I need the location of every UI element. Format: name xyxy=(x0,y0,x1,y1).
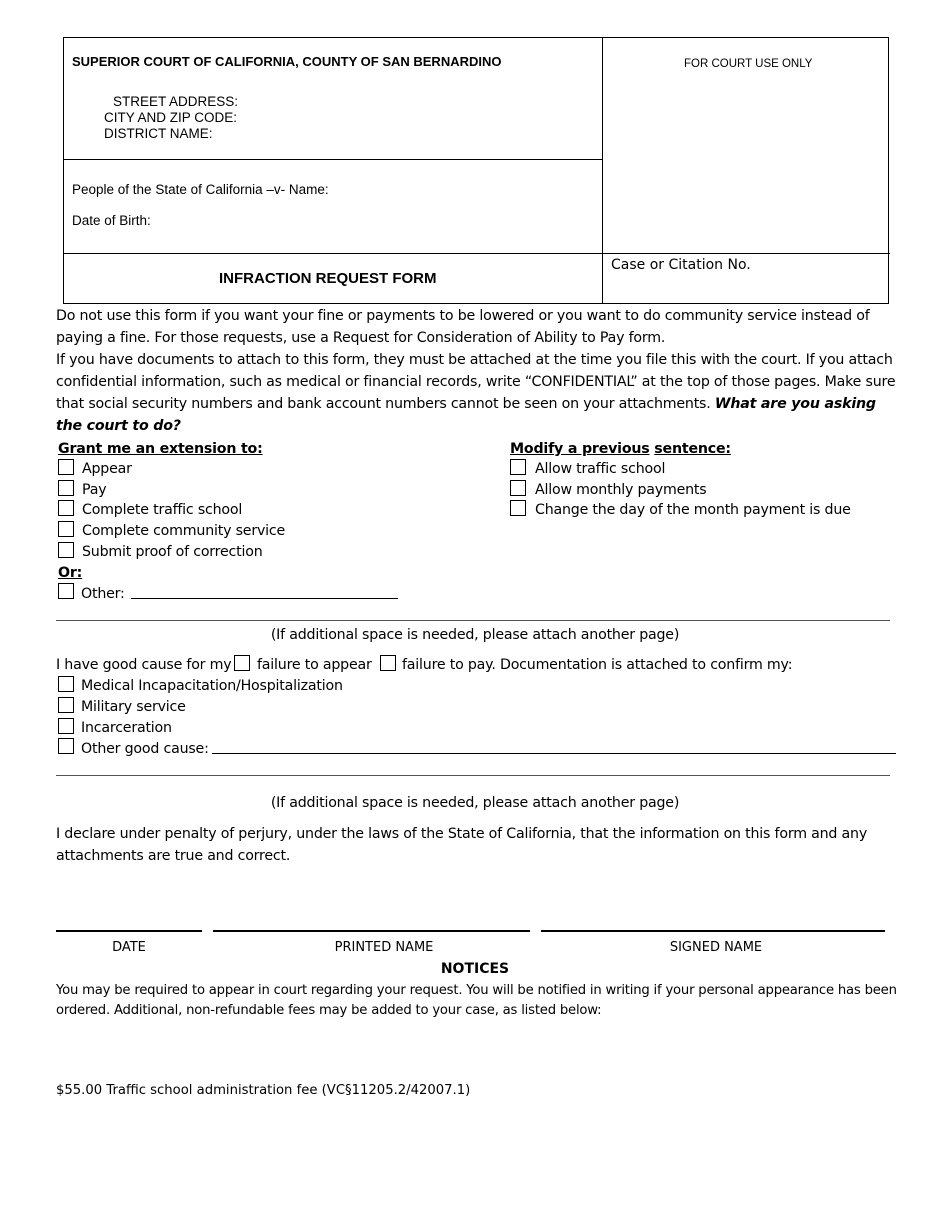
checkbox-appear[interactable] xyxy=(58,459,74,475)
option-pay-label: Pay xyxy=(82,482,107,498)
checkbox-incarceration[interactable] xyxy=(58,718,74,734)
other-good-cause-label: Other good cause: xyxy=(81,741,209,757)
street-address-label: STREET ADDRESS: xyxy=(113,94,239,109)
option-proof-of-correction-label: Submit proof of correction xyxy=(82,544,263,560)
district-name-label: DISTRICT NAME: xyxy=(104,126,213,141)
section-divider-1 xyxy=(56,620,890,621)
checkbox-pay[interactable] xyxy=(58,480,74,496)
printed-name-line[interactable] xyxy=(213,930,530,932)
extension-heading: Grant me an extension to: xyxy=(58,441,263,457)
city-zip-label: CITY AND ZIP CODE: xyxy=(104,110,238,125)
other-label: Other: xyxy=(81,586,125,602)
caption-divider-1 xyxy=(64,159,602,160)
additional-space-note-2: (If additional space is needed, please attach another page) xyxy=(270,795,680,811)
medical-label: Medical Incapacitation/Hospitalization xyxy=(81,678,343,694)
signed-name-label: SIGNED NAME xyxy=(669,940,763,955)
intro-paragraph-1: Do not use this form if you want your fine or payments to be lowered or you want to do community service instead of paying a fine. For those requests, use a Request for Consideration of Ability to Pay form. xyxy=(56,308,870,346)
printed-name-label: PRINTED NAME xyxy=(334,940,434,955)
court-use-only-label: FOR COURT USE ONLY xyxy=(684,58,813,70)
intro-paragraph-2-text: If you have documents to attach to this form, they must be attached at the time you file this with the court. If you attach confidential information, such as medical or financial records, write “CONFIDENTIAL” at the top of those pages. Make sure that social security numbers and bank account numbers cannot be seen on your attachments. xyxy=(56,352,896,412)
option-appear-label: Appear xyxy=(82,461,132,477)
request-question: What are you asking the court to do? xyxy=(56,396,876,434)
case-number-label: Case or Citation No. xyxy=(611,257,751,273)
date-line[interactable] xyxy=(56,930,202,932)
modify-heading: Modify a previous sentence: xyxy=(510,441,731,457)
or-label: Or: xyxy=(58,565,83,581)
military-label: Military service xyxy=(81,699,186,715)
option-change-payment-day-label: Change the day of the month payment is due xyxy=(535,502,851,518)
failure-to-appear-label: failure to appear xyxy=(257,657,372,673)
checkbox-proof-of-correction[interactable] xyxy=(58,542,74,558)
signed-name-line[interactable] xyxy=(541,930,885,932)
option-traffic-school-label: Complete traffic school xyxy=(82,502,243,518)
checkbox-traffic-school[interactable] xyxy=(58,500,74,516)
caption-box xyxy=(63,37,889,304)
other-input-line[interactable] xyxy=(131,598,398,599)
checkbox-medical[interactable] xyxy=(58,676,74,692)
caption-divider-2 xyxy=(64,253,890,254)
notices-heading: NOTICES xyxy=(440,961,510,977)
form-title: INFRACTION REQUEST FORM xyxy=(219,270,437,287)
caption-divider-vertical xyxy=(602,38,603,304)
option-allow-monthly-payments-label: Allow monthly payments xyxy=(535,482,707,498)
checkbox-failure-to-appear[interactable] xyxy=(234,655,250,671)
other-good-cause-input-line[interactable] xyxy=(212,753,896,754)
option-allow-traffic-school-label: Allow traffic school xyxy=(535,461,666,477)
parties-label: People of the State of California –v- Name: xyxy=(72,182,329,197)
dob-label: Date of Birth: xyxy=(72,213,151,228)
traffic-school-fee: $55.00 Traffic school administration fee (VC§11205.2/42007.1) xyxy=(56,1083,471,1098)
checkbox-allow-traffic-school[interactable] xyxy=(510,459,526,475)
checkbox-other[interactable] xyxy=(58,583,74,599)
failure-to-pay-label: failure to pay. Documentation is attached to confirm my: xyxy=(402,657,793,673)
notices-text: You may be required to appear in court regarding your request. You will be notified in writing if your personal appearance has been ordered. Additional, non-refundable fees may be added to your case, as listed below: xyxy=(56,983,897,1018)
checkbox-other-good-cause[interactable] xyxy=(58,738,74,754)
good-cause-lead: I have good cause for my xyxy=(56,657,232,673)
date-label: DATE xyxy=(112,940,146,955)
declaration-text: I declare under penalty of perjury, under the laws of the State of California, that the information on this form and any attachments are true and correct. xyxy=(56,826,868,864)
checkbox-failure-to-pay[interactable] xyxy=(380,655,396,671)
section-divider-2 xyxy=(56,775,890,776)
court-name: SUPERIOR COURT OF CALIFORNIA, COUNTY OF SAN BERNARDINO xyxy=(72,54,502,69)
checkbox-military[interactable] xyxy=(58,697,74,713)
checkbox-change-payment-day[interactable] xyxy=(510,500,526,516)
additional-space-note-1: (If additional space is needed, please attach another page) xyxy=(270,627,680,643)
incarceration-label: Incarceration xyxy=(81,720,172,736)
option-community-service-label: Complete community service xyxy=(82,523,286,539)
intro-paragraph-2 xyxy=(56,349,898,437)
checkbox-allow-monthly-payments[interactable] xyxy=(510,480,526,496)
checkbox-community-service[interactable] xyxy=(58,521,74,537)
